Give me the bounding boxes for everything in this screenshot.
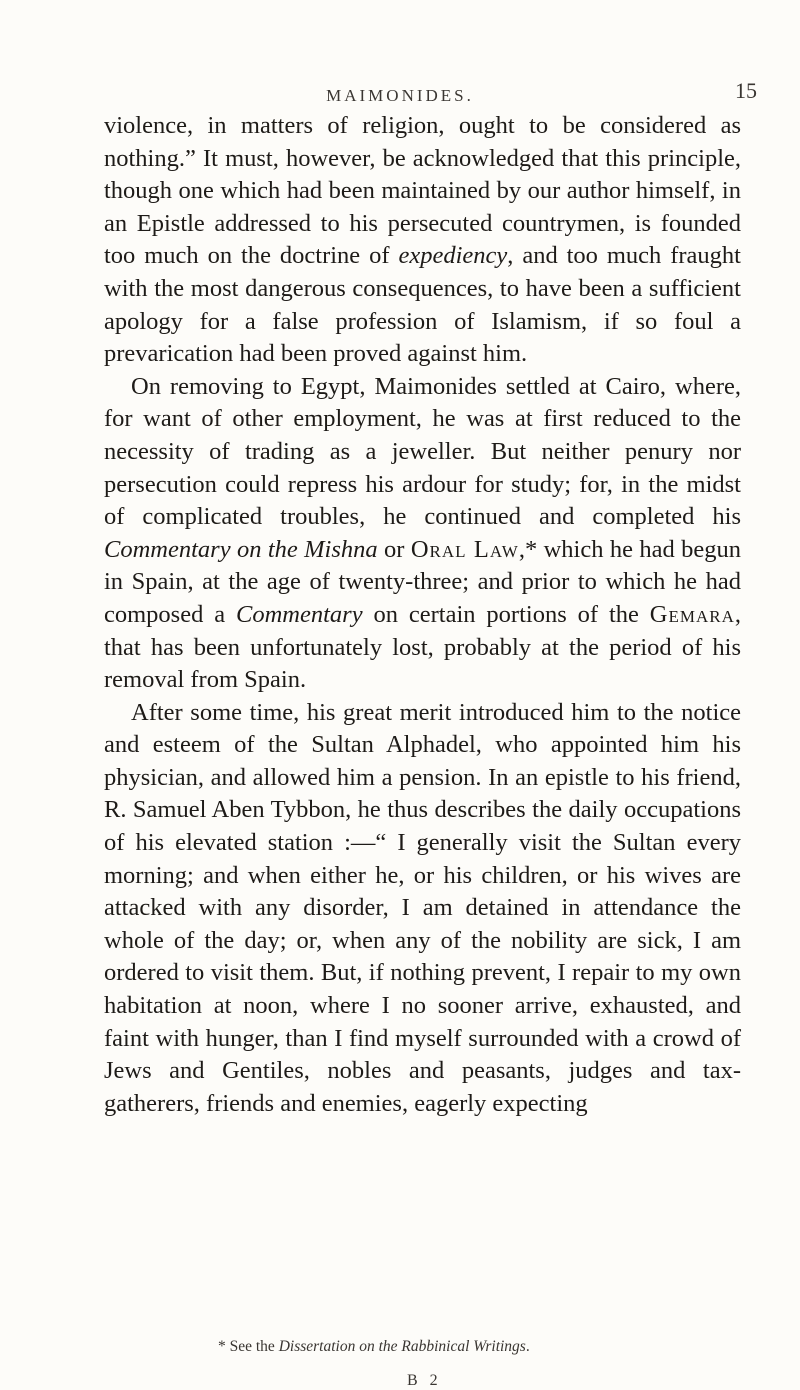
text-run: ,* which he had begun in Spain, at the age of twenty-three; and prior to which he had composed a (104, 535, 742, 628)
italic-text: Commentary on the Mishna (104, 535, 378, 563)
text-run: After some time, his great merit introduced him to the notice and esteem of the Sultan Alphadel, who appointed him his physician, and allowed him a pension. In an epistle to his friend, R. Samuel Aben Tybbon, he thus describes the daily occupations of his elevated station :—“ I generally visit the Sultan every morning; and when either he, or his children, or his wives are attacked with any disorder, I am detained in attendance the whole of the day; or, when any of the nobility are sick, I am ordered to visit them. But, if nothing prevent, I repair to my own habitation at noon, where I no sooner arrive, exhausted, and faint with hunger, than I find myself surrounded with a crowd of Jews and Gentiles, nobles and peasants, judges and tax-gatherers, friends and enemies, eagerly expecting (104, 698, 741, 1117)
text-run: , and too much fraught with the most dangerous consequences, to have been a sufficient apology for a false profession of Islamism, if so foul a prevarication had been proved against him. (104, 242, 741, 368)
text-run: on certain portions of the (362, 600, 650, 628)
signature-mark: B 2 (407, 1372, 442, 1389)
footnote-suffix: . (525, 1338, 530, 1355)
text-run: On removing to Egypt, Maimonides settled at Cairo, where, for want of other employment, he was at first reduced to the necessity of trading as a jeweller. But neither penury nor persecution could repress his ardour for study; for, in the midst of complicated troubles, he continued and completed his (104, 372, 741, 531)
text-run: violence, in matters of religion, ought to be considered as nothing.” It must, however, be acknowledged that this principle, though one which had been maintained by our author himself, in an Epistle addressed to his persecuted countrymen, is founded too much on the doctrine of (104, 112, 741, 270)
paragraph (104, 697, 741, 1121)
paragraph (104, 110, 741, 371)
body-text (104, 110, 741, 1120)
page-number: 15 (735, 78, 757, 103)
footnote-marker: * (218, 1338, 226, 1355)
footnote (218, 1338, 738, 1356)
footnote-title: Dissertation on the Rabbinical Writings (278, 1338, 526, 1355)
text-run: or (377, 535, 411, 563)
footnote-prefix: See the (229, 1338, 275, 1355)
small-caps-text: Gemara (649, 600, 735, 628)
running-head: MAIMONIDES. (326, 86, 474, 105)
paragraph (104, 371, 741, 697)
italic-text: expediency (398, 242, 508, 270)
text-run: , that has been unfortunately lost, probably at the period of his removal from Spain. (104, 600, 741, 694)
small-caps-text: Oral Law (410, 535, 519, 563)
italic-text: Commentary (236, 600, 363, 628)
